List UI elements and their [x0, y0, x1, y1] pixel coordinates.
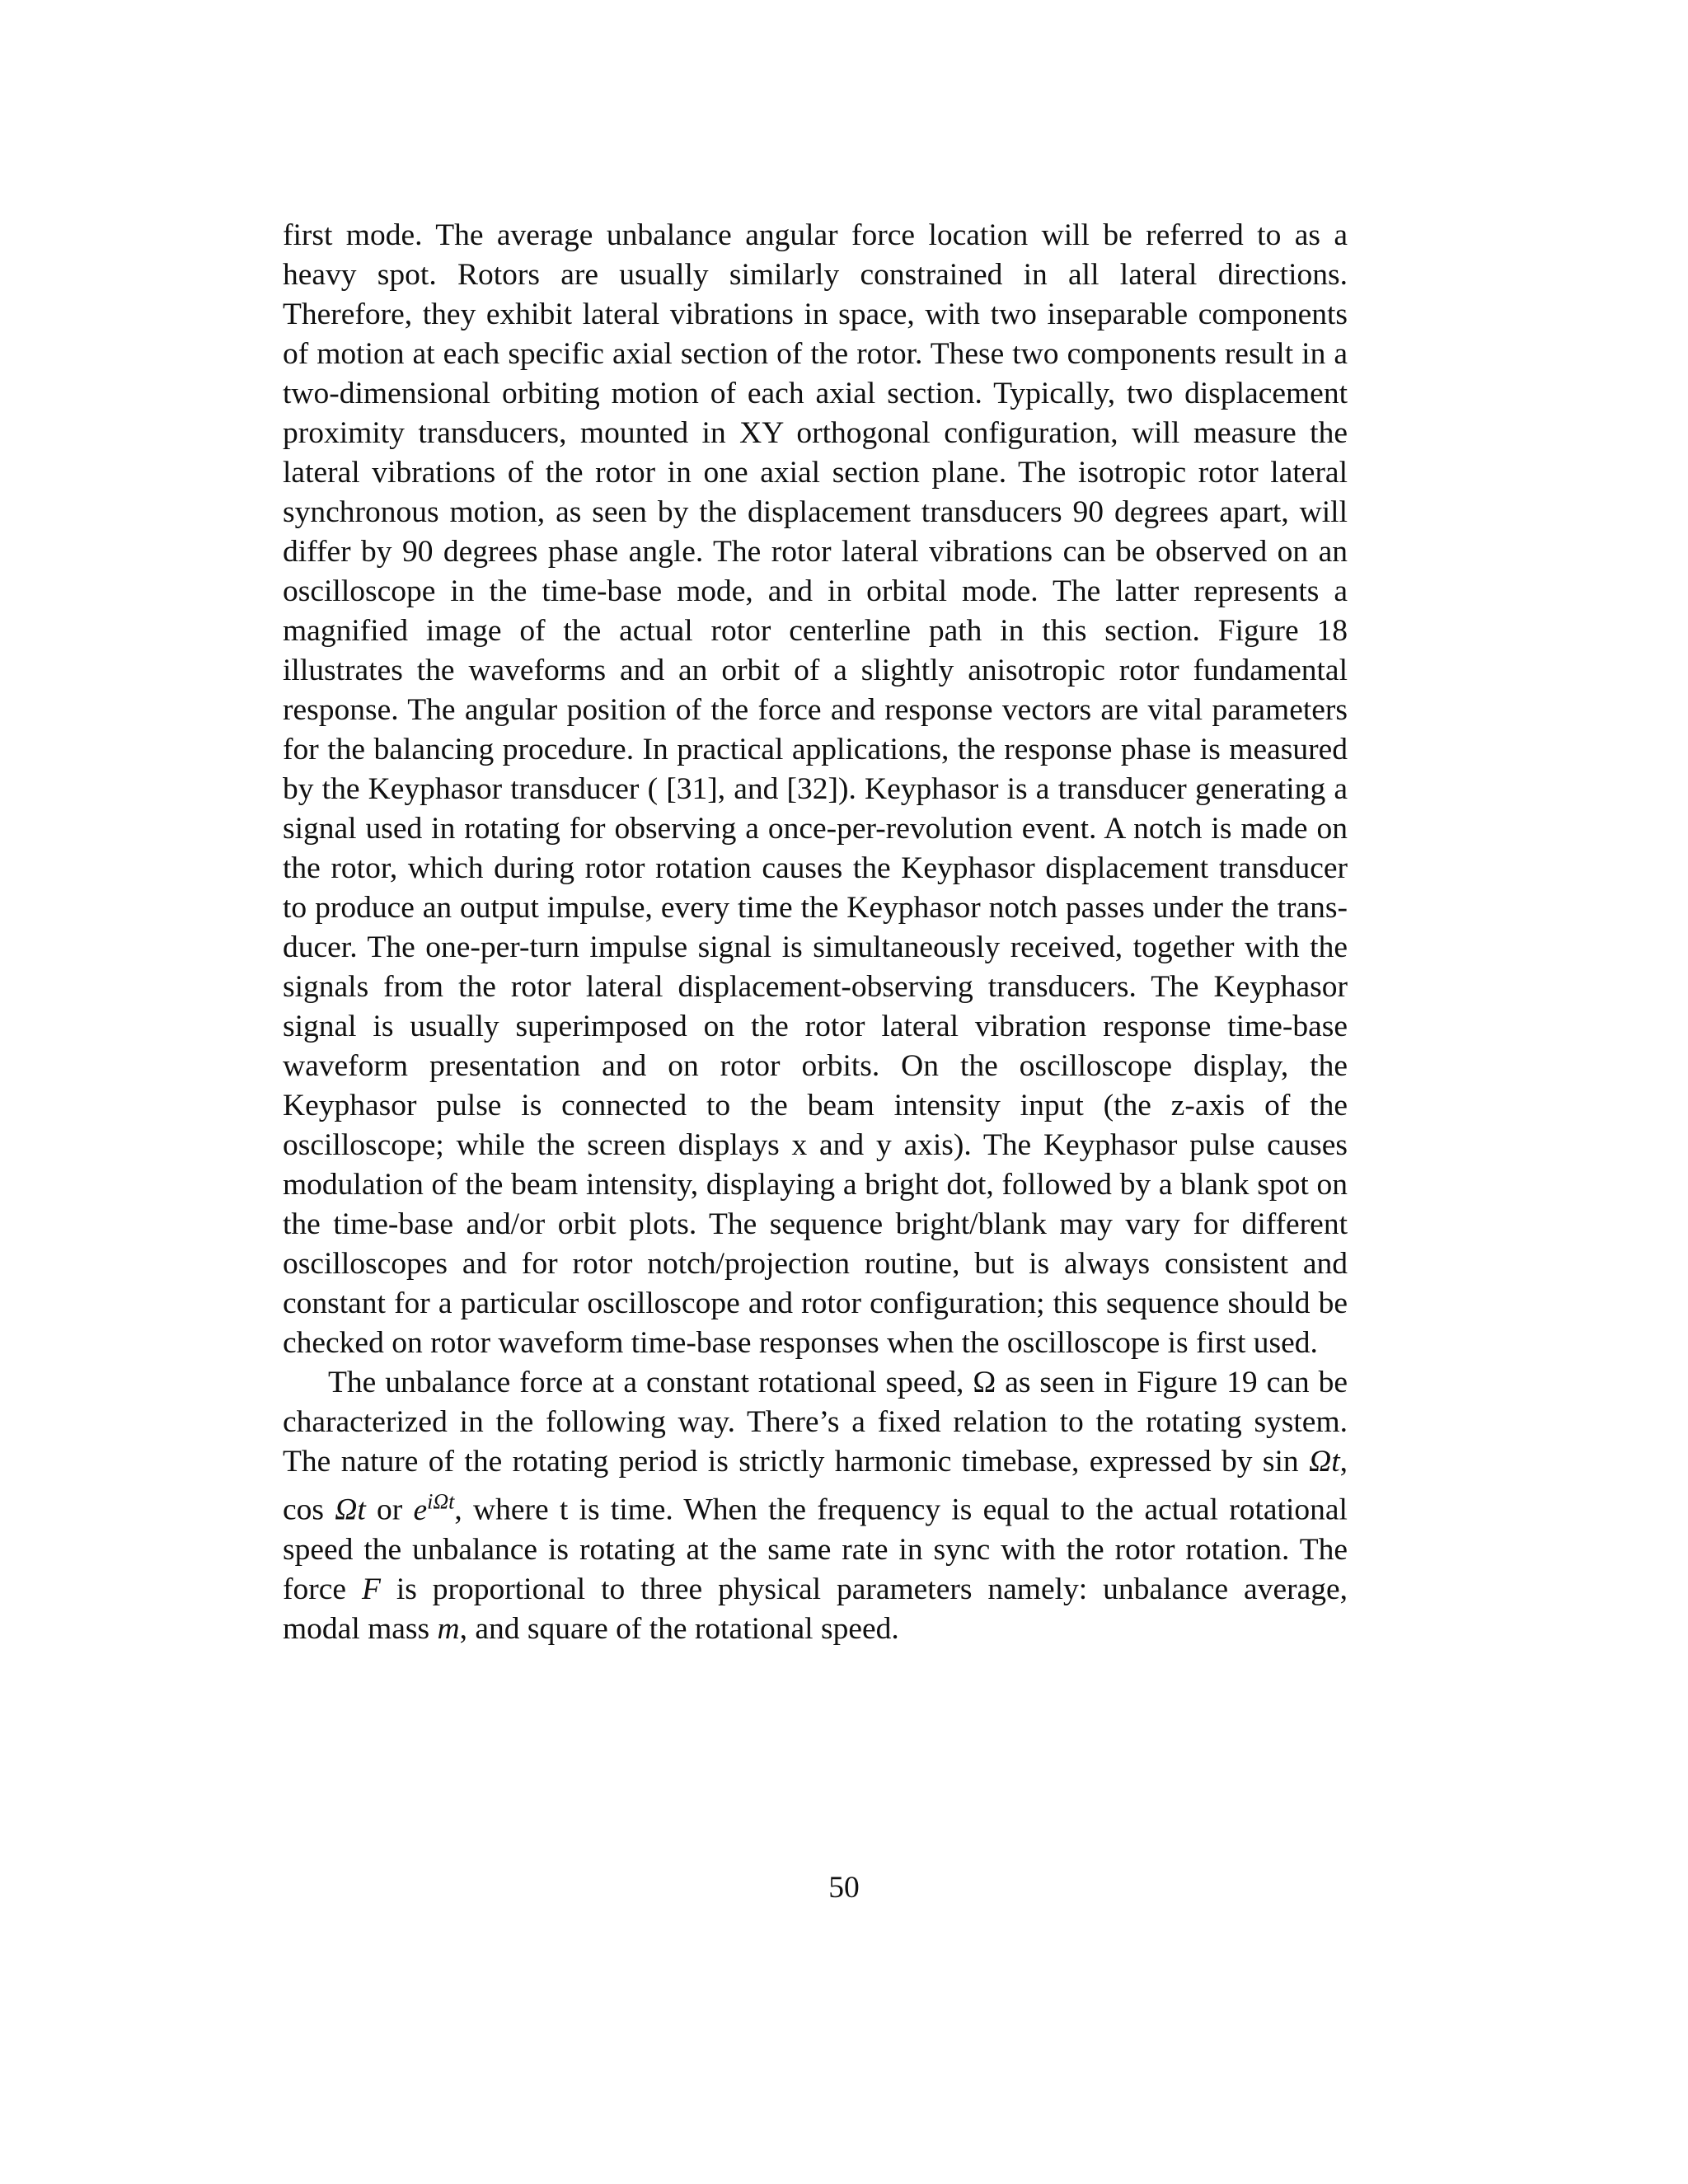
paragraph-2-text: or	[365, 1493, 414, 1527]
math-omega-t: Ωt	[335, 1493, 366, 1527]
paragraph-2-text: The unbalance force at a constant rotational speed, Ω as seen in Figure 19 can be characterized in the following way. There’s a fixed relation to the rotating system. The nature of the rotating period is strictly harmonic timebase, expressed by sin	[283, 1366, 1348, 1479]
math-exponential-power: iΩt	[427, 1489, 455, 1513]
paragraph-2-text: , where t is time. When the frequency is equal to the actual rotational speed the unbalance is rotating at the same rate in sync with the rotor rotation. The force	[283, 1493, 1348, 1606]
math-exponential-base: e	[413, 1493, 428, 1527]
paragraph-2-text: is proportional to three physical parameters namely: unbalance average, modal mass	[283, 1572, 1348, 1646]
paragraph-2	[283, 1363, 1348, 1649]
paragraph-2-text: , cos	[283, 1445, 1348, 1527]
paragraph-1: first mode. The average unbalance angular force location will be referred to as a heavy spot. Rotors are usually similarly constrained in all lateral directions. Therefore, they exhibit lateral vibrations in space, with two inseparable components of motion at each specific axial section of the rotor. These two components result in a two-dimensional orbiting motion of each axial section. Typically, two displacement proximity transducers, mounted in XY orthogonal configuration, will measure the lateral vibrations of the rotor in one axial section plane. The isotropic rotor lateral synchronous motion, as seen by the displacement transducers 90 degrees apart, will differ by 90 degrees phase angle. The rotor lateral vibrations can be observed on an oscilloscope in the time-base mode, and in orbital mode. The latter represents a magnified image of the actual rotor centerline path in this section. Figure 18 illustrates the waveforms and an orbit of a slightly anisotropic rotor fundamental response. The angular position of the force and response vectors are vital parameters for the balancing procedure. In practical applications, the response phase is measured by the Keyphasor transducer ( [31], and [32]). Keyphasor is a transducer generating a signal used in rotating for observing a once-per-revolution event. A notch is made on the rotor, which during rotor rotation causes the Keyphasor displacement transducer to produce an output impulse, every time the Keyphasor notch passes under the transducer. The one-per-turn impulse signal is simultaneously received, together with the signals from the rotor lateral displacement-observing transducers. The Keyphasor signal is usually superimposed on the rotor lateral vibration response time-base waveform presentation and on rotor orbits. On the oscilloscope display, the Keyphasor pulse is connected to the beam intensity input (the z-axis of the oscilloscope; while the screen displays x and y axis). The Keyphasor pulse causes modulation of the beam intensity, displaying a bright dot, followed by a blank spot on the time-base and/or orbit plots. The sequence bright/blank may vary for different oscilloscopes and for rotor notch/projection routine, but is always consistent and constant for a particular oscilloscope and rotor configuration; this sequence should be checked on rotor waveform time-base responses when the oscilloscope is first used.	[283, 218, 1348, 1360]
math-omega-t: Ωt	[1309, 1445, 1340, 1479]
paragraph-2-text: , and square of the rotational speed.	[459, 1611, 899, 1646]
math-mass-symbol: m	[437, 1611, 460, 1646]
page-number: 50	[828, 1871, 860, 1905]
math-force-symbol: F	[361, 1572, 381, 1606]
math-exponential	[413, 1489, 455, 1527]
body-text	[283, 216, 1348, 1649]
